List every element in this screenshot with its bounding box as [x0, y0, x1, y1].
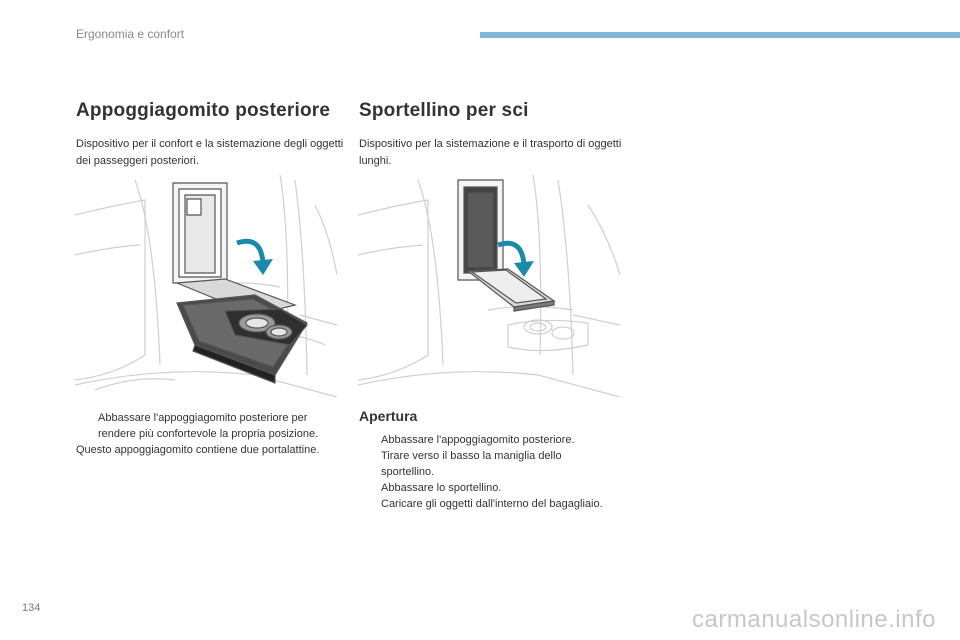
- armrest-title: Appoggiagomito posteriore: [76, 100, 331, 121]
- ski-hatch-intro: Dispositivo per la sistemazione e il trasporto di oggetti lunghi.: [359, 138, 622, 167]
- header-accent-bar: [480, 32, 960, 38]
- opening-subtitle: Apertura: [359, 408, 418, 424]
- armrest-note: Questo appoggiagomito contiene due portalattine.: [76, 444, 320, 456]
- armrest-section: [76, 100, 346, 170]
- armrest-intro: Dispositivo per il confort e la sistemazione degli oggetti dei passeggeri posteriori.: [76, 138, 344, 167]
- list-item: [76, 410, 326, 442]
- opening-instructions: [359, 408, 609, 512]
- list-item-text: Tirare verso il basso la maniglia dello sportellino.: [381, 450, 562, 478]
- list-item-text: Abbassare lo sportellino.: [381, 482, 502, 494]
- list-item: [359, 432, 609, 448]
- opening-bullet-list: [359, 432, 609, 512]
- list-item-text: Abbassare l'appoggiagomito posteriore.: [381, 434, 575, 446]
- armrest-instructions: [76, 410, 326, 458]
- armrest-illustration: [75, 175, 337, 397]
- ski-hatch-title: Sportellino per sci: [359, 100, 529, 121]
- list-item: [359, 480, 609, 496]
- list-item: [359, 448, 609, 480]
- list-item: [359, 496, 609, 512]
- section-title: Ergonomia e confort: [76, 27, 185, 41]
- list-item-text: Abbassare l'appoggiagomito posteriore per rendere più confortevole la propria posizione.: [98, 412, 319, 440]
- ski-hatch-section: [359, 100, 629, 170]
- ski-hatch-illustration: [358, 175, 620, 397]
- list-item-text: Caricare gli oggetti dall'interno del bagagliaio.: [381, 498, 603, 510]
- page-number: 134: [22, 602, 41, 614]
- site-watermark: carmanualsonline.info: [692, 606, 936, 633]
- armrest-bullet-list: [76, 410, 326, 442]
